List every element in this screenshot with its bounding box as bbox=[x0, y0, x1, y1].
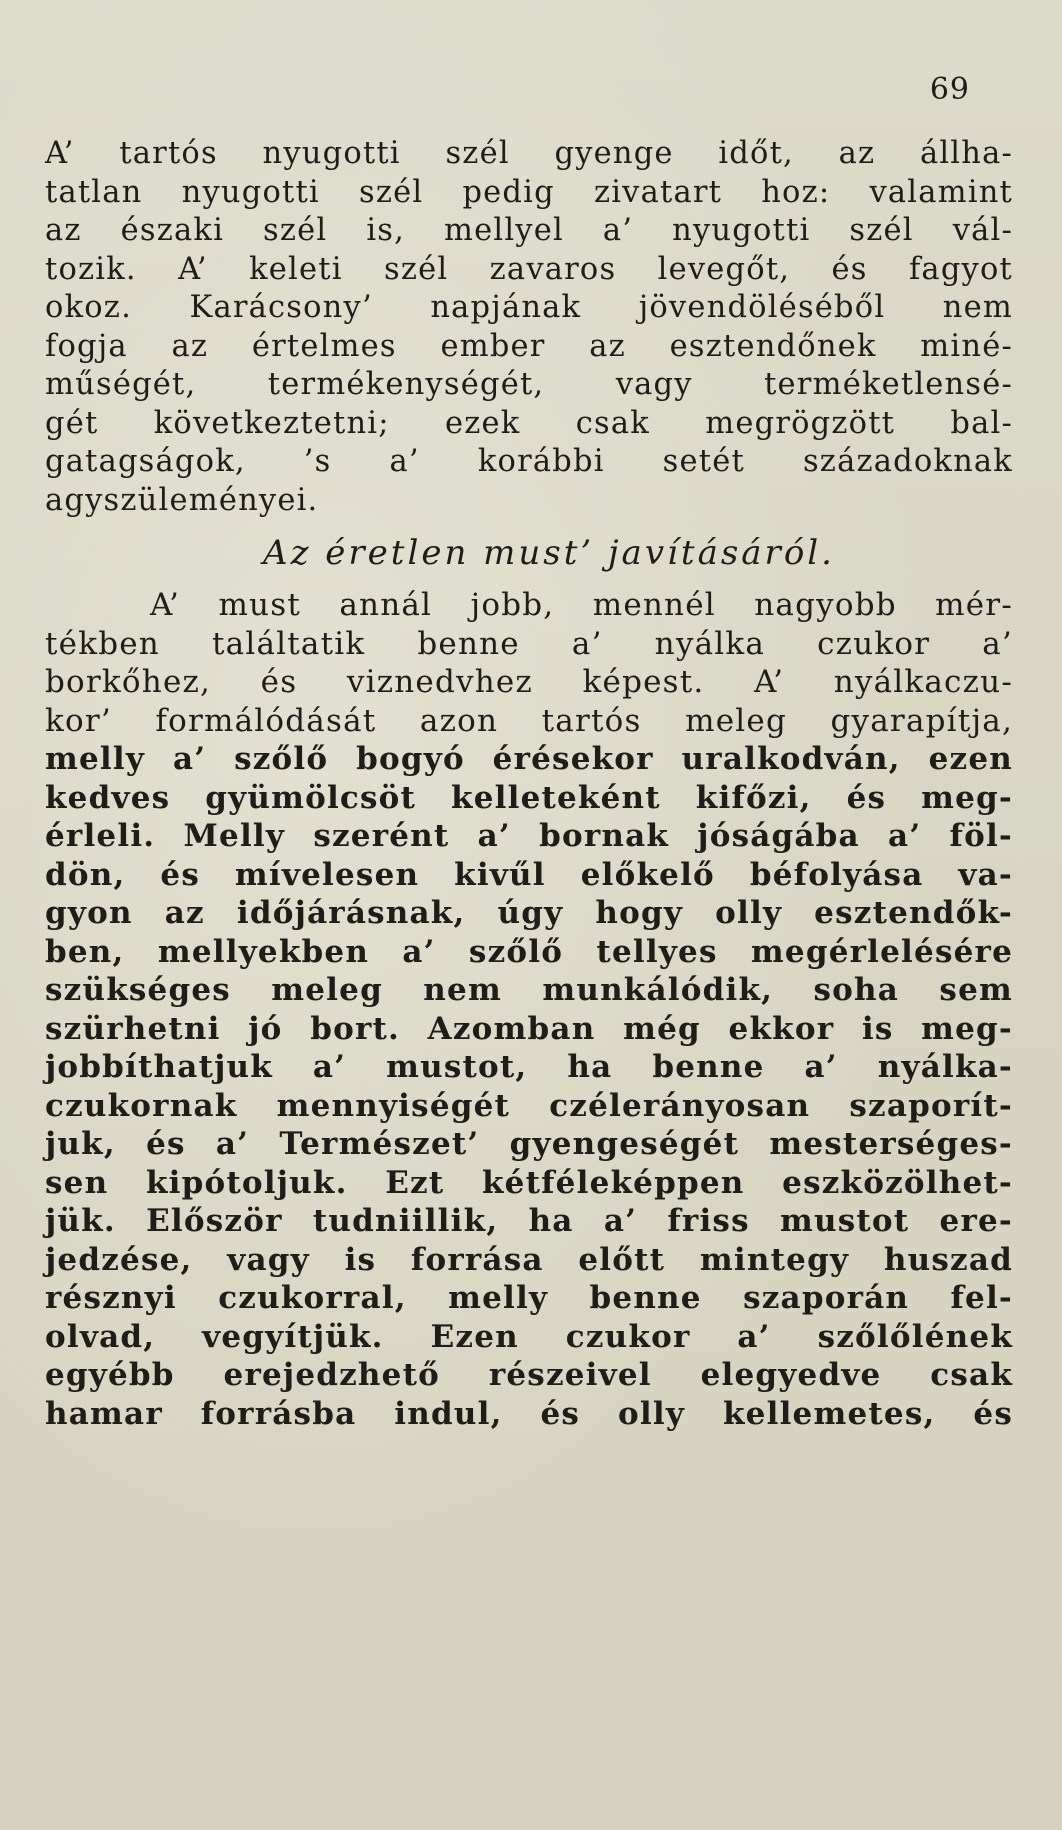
text-line: érleli. Melly szerént a’ bornak jóságába a’ föl- bbox=[45, 818, 1013, 854]
text-line: jük. Először tudniillik, ha a’ friss mustot ere- bbox=[45, 1203, 1013, 1239]
text-line: szürhetni jó bort. Azomban még ekkor is meg- bbox=[45, 1010, 1013, 1047]
text-line: A’ must annál jobb, mennél nagyobb mér- bbox=[150, 587, 1013, 623]
text-line: egyébb erejedzhető részeivel elegyedve csak bbox=[45, 1357, 1013, 1393]
text-line: jobbíthatjuk a’ mustot, ha benne a’ nyálka- bbox=[45, 1049, 1013, 1085]
text-line: kedves gyümölcsöt kelleteként kifőzi, és meg- bbox=[45, 779, 1013, 816]
text-line: kor’ formálódását azon tartós meleg gyarapítja, bbox=[45, 702, 1013, 739]
text-line: résznyi czukorral, melly benne szaporán fel- bbox=[45, 1280, 1013, 1316]
text-line: dön, és mívelesen kivűl előkelő béfolyása va- bbox=[45, 856, 1013, 893]
paragraph-2 bbox=[45, 586, 1013, 1433]
text-block bbox=[45, 135, 1013, 1433]
text-line: agyszüleményei. bbox=[45, 482, 319, 518]
text-line: gét következtetni; ezek csak megrögzött bal- bbox=[45, 405, 1013, 441]
text-line: az északi szél is, mellyel a’ nyugotti szél vál- bbox=[45, 213, 1013, 248]
text-line: fogja az értelmes ember az esztendőnek miné- bbox=[45, 328, 1013, 364]
text-line: tékben találtatik benne a’ nyálka czukor a’ bbox=[45, 625, 1013, 662]
text-line: hamar forrásba indul, és olly kellemetes, és bbox=[45, 1395, 1013, 1432]
text-line: gatagságok, ’s a’ korábbi setét századoknak bbox=[45, 444, 1013, 479]
section-heading: Az éretlen must’ javításáról. bbox=[263, 533, 835, 573]
text-line: czukornak mennyiségét czélerányosan szaporít- bbox=[45, 1087, 1013, 1124]
text-line: melly a’ szőlő bogyó érésekor uralkodván, ezen bbox=[45, 741, 1013, 777]
text-line: olvad, vegyítjük. Ezen czukor a’ szőlőlének bbox=[45, 1318, 1013, 1355]
text-line: okoz. Karácsony’ napjának jövendöléséből nem bbox=[45, 290, 1013, 325]
text-line: borkőhez, és viznedvhez képest. A’ nyálkaczu- bbox=[45, 664, 1013, 700]
text-line: tozik. A’ keleti szél zavaros levegőt, és fagyot bbox=[45, 251, 1013, 287]
text-line: A’ tartós nyugotti szél gyenge időt, az állha- bbox=[45, 136, 1013, 171]
text-line: gyon az időjárásnak, úgy hogy olly esztendők- bbox=[45, 895, 1013, 931]
paragraph-1 bbox=[45, 135, 1013, 520]
text-line: műségét, termékenységét, vagy terméketlensé- bbox=[45, 367, 1013, 402]
text-line: ben, mellyekben a’ szőlő tellyes megérlelésére bbox=[45, 933, 1013, 970]
text-line: szükséges meleg nem munkálódik, soha sem bbox=[45, 972, 1013, 1008]
text-line: tatlan nyugotti szél pedig zivatart hoz: valamint bbox=[45, 174, 1013, 210]
text-line: juk, és a’ Természet’ gyengeségét mesterséges- bbox=[45, 1126, 1013, 1162]
text-line: jedzése, vagy is forrása előtt mintegy huszad bbox=[45, 1241, 1013, 1278]
text-line: sen kipótoljuk. Ezt kétféleképpen eszközölhet- bbox=[45, 1164, 1013, 1201]
page-number: 69 bbox=[929, 72, 970, 107]
